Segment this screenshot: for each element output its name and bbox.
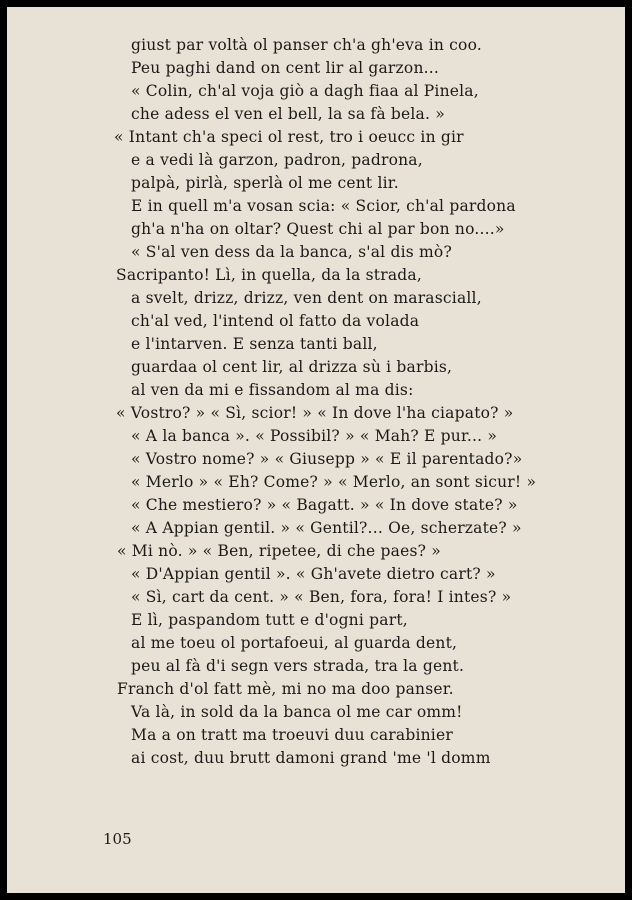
poem-line: ai cost, duu brutt damoni grand 'me 'l domm (131, 749, 491, 767)
poem-line: Sacripanto! Lì, in quella, da la strada, (116, 266, 422, 284)
poem-line: Peu paghi dand on cent lir al garzon... (131, 59, 440, 77)
poem-line: ch'al ved, l'intend ol fatto da volada (131, 312, 420, 330)
poem-line: « Merlo » « Eh? Come? » « Merlo, an sont sicur! » (131, 473, 537, 491)
poem-line: « Colin, ch'al voja giò a dagh fiaa al Pinela, (131, 82, 479, 100)
poem-line: E in quell m'a vosan scia: « Scior, ch'al pardona (131, 197, 516, 215)
poem-line: « Che mestiero? » « Bagatt. » « In dove state? » (131, 496, 518, 514)
poem-line: e l'intarven. E senza tanti ball, (131, 335, 378, 353)
poem-line: « Intant ch'a speci ol rest, tro i oeucc in gir (114, 128, 464, 146)
poem-line: « D'Appian gentil ». « Gh'avete dietro cart? » (131, 565, 496, 583)
poem-line: peu al fà d'i segn vers strada, tra la gent. (131, 657, 465, 675)
poem-line: Franch d'ol fatt mè, mi no ma doo panser. (117, 680, 454, 698)
poem-line: Ma a on tratt ma troeuvi duu carabinier (131, 726, 453, 744)
poem-line: a svelt, drizz, drizz, ven dent on marasciall, (131, 289, 482, 307)
poem-line: « A la banca ». « Possibil? » « Mah? E pur... » (131, 427, 498, 445)
poem-line: « S'al ven dess da la banca, s'al dis mò? (131, 243, 452, 261)
poem-line: Va là, in sold da la banca ol me car omm! (131, 703, 463, 721)
poem-line: E lì, paspandom tutt e d'ogni part, (131, 611, 408, 629)
poem-line: al me toeu ol portafoeui, al guarda dent, (131, 634, 458, 652)
poem-line: « Vostro? » « Sì, scior! » « In dove l'ha ciapato? » (116, 404, 514, 422)
poem-line: « Vostro nome? » « Giusepp » « E il parentado?» (131, 450, 523, 468)
poem-line: e a vedi là garzon, padron, padrona, (131, 151, 423, 169)
poem-line: guardaa ol cent lir, al drizza sù i barbis, (131, 358, 453, 376)
poem-line: « Mi nò. » « Ben, ripetee, di che paes? » (117, 542, 441, 560)
poem-line: giust par voltà ol panser ch'a gh'eva in coo. (131, 36, 482, 54)
poem-line: gh'a n'ha on oltar? Quest chi al par bon no....» (131, 220, 505, 238)
poem-line: al ven da mi e fissandom al ma dis: (131, 381, 414, 399)
poem-line: « A Appian gentil. » « Gentil?... Oe, scherzate? » (131, 519, 522, 537)
poem-line: che adess el ven el bell, la sa fà bela. » (131, 105, 445, 123)
poem-line: palpà, pirlà, sperlà ol me cent lir. (131, 174, 399, 192)
poem-line: « Sì, cart da cent. » « Ben, fora, fora! I intes? » (131, 588, 512, 606)
page-number: 105 (103, 830, 132, 848)
book-page (7, 7, 625, 893)
